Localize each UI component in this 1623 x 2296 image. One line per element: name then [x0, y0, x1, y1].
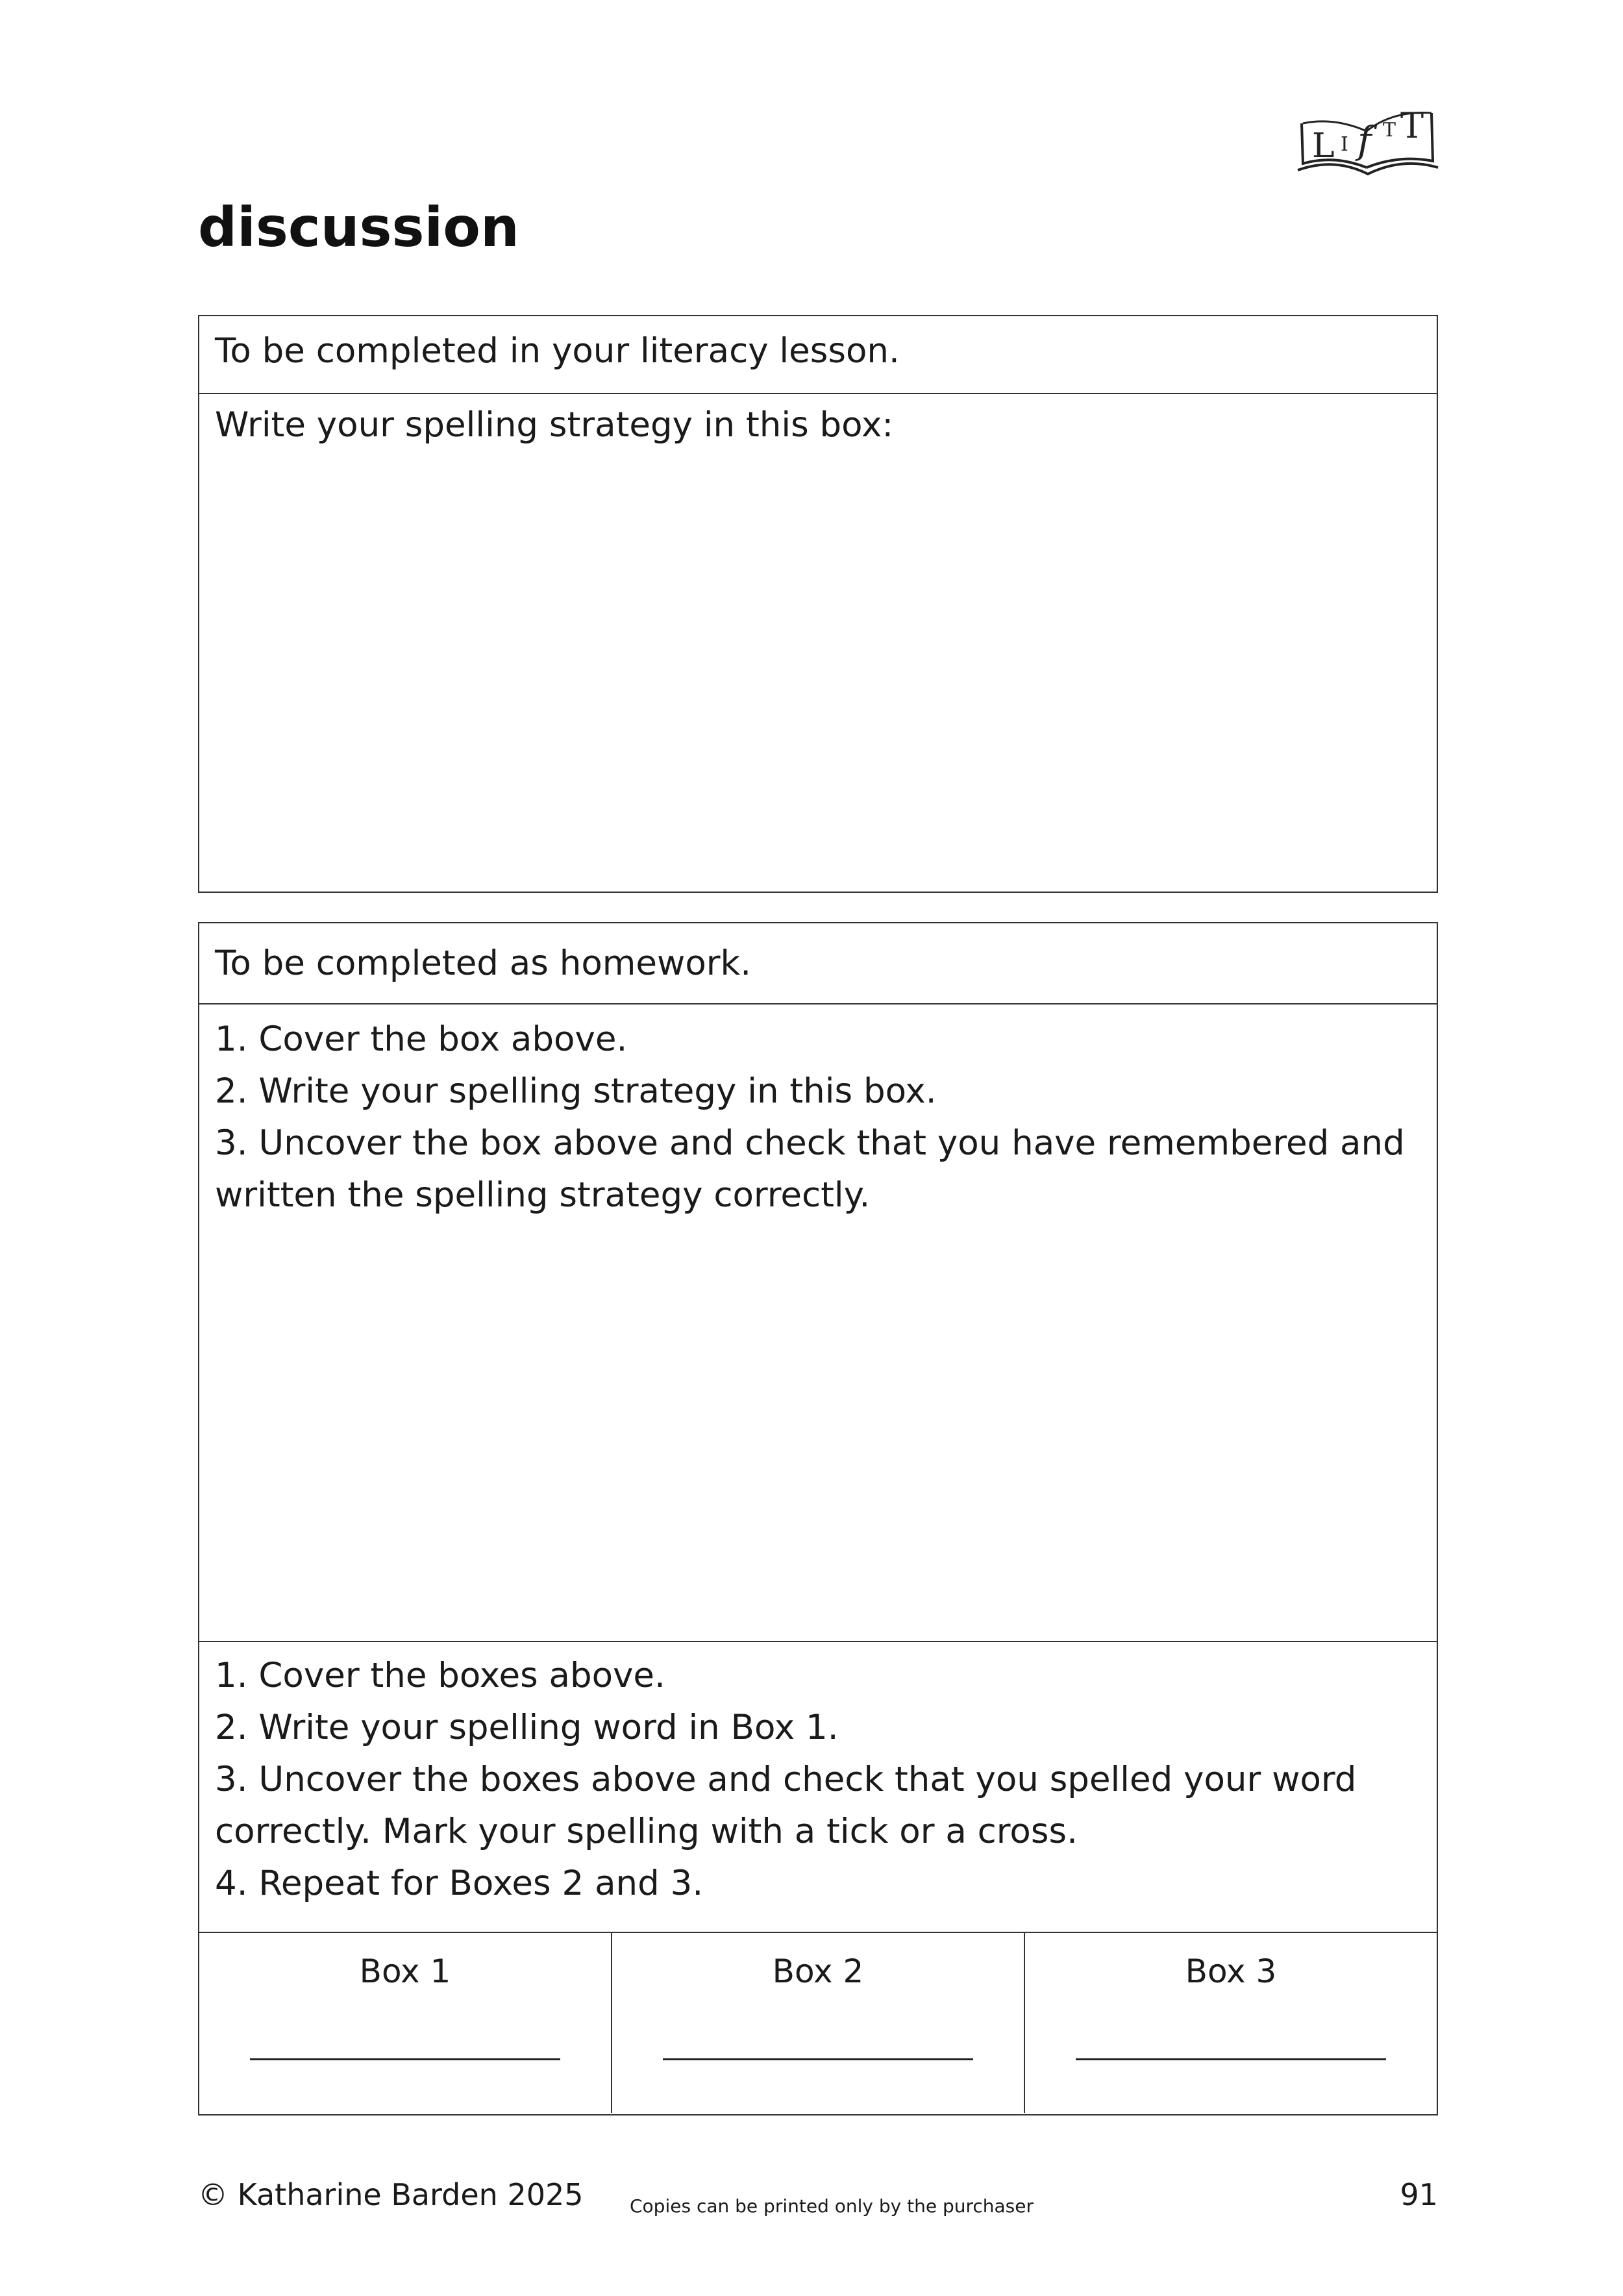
answer-line: [663, 2058, 973, 2060]
instruction-step: 2. Write your spelling word in Box 1.: [215, 1708, 839, 1747]
box-label: Box 3: [1185, 1953, 1277, 1990]
spelling-instructions: [199, 1641, 1437, 1932]
page-title: discussion: [198, 195, 519, 259]
instruction-step: 1. Cover the boxes above.: [215, 1656, 665, 1695]
spelling-box-2[interactable]: [611, 1933, 1024, 2113]
homework-intro: To be completed as homework.: [215, 943, 752, 983]
instruction-step: 3. Uncover the box above and check that you have remembered and written the spelling strategy correctly.: [215, 1123, 1405, 1215]
answer-line: [1076, 2058, 1386, 2060]
copyright: © Katharine Barden 2025: [198, 2177, 584, 2212]
answer-line: [250, 2058, 560, 2060]
svg-text:L: L: [1312, 127, 1335, 166]
instruction-step: 1. Cover the box above.: [215, 1019, 628, 1059]
strategy-prompt: Write your spelling strategy in this box:: [215, 405, 894, 445]
homework-strategy-box[interactable]: [199, 1003, 1437, 1641]
lift-logo-icon: [1295, 97, 1441, 179]
classwork-table: [198, 315, 1438, 893]
instruction-step: 2. Write your spelling strategy in this box.: [215, 1071, 937, 1111]
svg-text:T: T: [1400, 105, 1424, 146]
svg-text:f: f: [1357, 118, 1372, 162]
spelling-box-3[interactable]: [1024, 1933, 1437, 2113]
print-notice: Copies can be printed only by the purchaser: [630, 2195, 1034, 2217]
instruction-step: 3. Uncover the boxes above and check that you spelled your word correctly. Mark your spelling with a tick or a cross.: [215, 1760, 1357, 1851]
box-label: Box 1: [359, 1953, 451, 1990]
instruction-step: 4. Repeat for Boxes 2 and 3.: [215, 1864, 704, 1903]
spelling-boxes-row: [199, 1932, 1437, 2113]
svg-text:T: T: [1383, 119, 1396, 142]
svg-text:I: I: [1341, 133, 1348, 156]
page-number: 91: [1400, 2177, 1438, 2212]
box-label: Box 2: [772, 1953, 864, 1990]
spelling-box-1[interactable]: [199, 1933, 611, 2113]
classwork-intro: To be completed in your literacy lesson.: [215, 331, 900, 371]
strategy-box[interactable]: [199, 393, 1437, 890]
homework-table: [198, 922, 1438, 2115]
